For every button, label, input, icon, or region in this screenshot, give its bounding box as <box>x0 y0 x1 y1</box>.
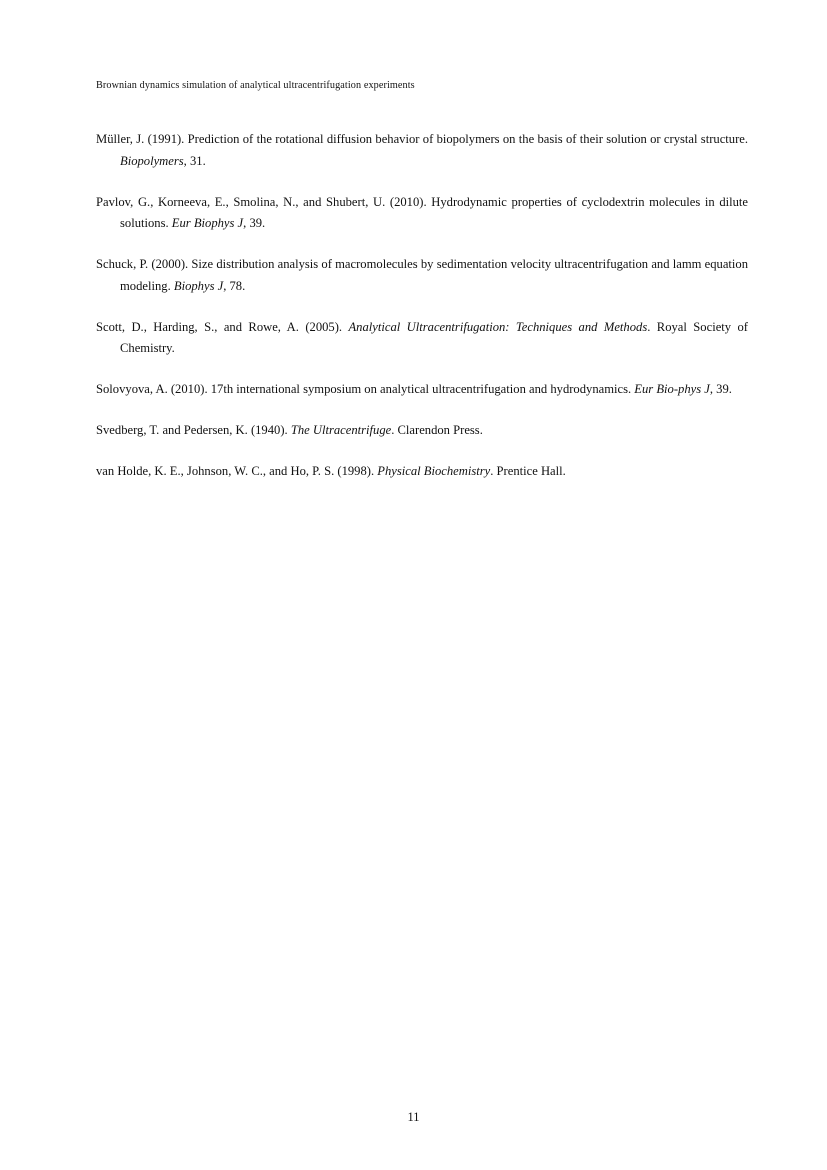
reference-entry-muller-1991 <box>96 129 748 172</box>
reference-title: Hydrodynamic properties of cyclodextrin molecules in dilute solutions. <box>120 194 749 230</box>
reference-entry-schuck-2000 <box>96 254 748 297</box>
reference-tail: . Prentice Hall. <box>490 464 566 478</box>
reference-source: Eur Biophys J <box>171 216 244 230</box>
reference-tail: , 39. <box>243 216 266 230</box>
reference-title: 17th international symposium on analytical ultracentrifugation and hydrodynamics. <box>210 382 632 396</box>
reference-entry-svedberg-1940 <box>96 420 748 442</box>
reference-authors-year: Pavlov, G., Korneeva, E., Smolina, N., and Shubert, U. (2010). <box>96 194 427 209</box>
reference-authors-year: van Holde, K. E., Johnson, W. C., and Ho, P. S. (1998). <box>96 464 375 478</box>
reference-title: The Ultracentrifuge <box>290 423 392 437</box>
reference-entry-solovyova-2010 <box>96 379 748 401</box>
reference-tail: , 39. <box>709 382 732 396</box>
reference-authors-year: Svedberg, T. and Pedersen, K. (1940). <box>96 423 288 437</box>
reference-entry-vanholde-1998 <box>96 461 748 483</box>
page-number: 11 <box>407 1110 420 1124</box>
reference-tail: . Royal Society of Chemistry. <box>120 319 748 355</box>
reference-title: Prediction of the rotational diffusion behavior of biopolymers on the basis of their solution or crystal structure. <box>187 132 749 146</box>
reference-entry-pavlov-2010 <box>96 192 748 235</box>
reference-tail: , 78. <box>223 278 246 293</box>
reference-entry-scott-2005 <box>96 317 748 360</box>
reference-tail: . Clarendon Press. <box>391 423 483 437</box>
reference-source-part-2: phys J <box>678 382 710 396</box>
reference-tail: , 31. <box>183 153 206 168</box>
reference-authors-year: Schuck, P. (2000). <box>96 257 189 271</box>
reference-source: Biopolymers <box>120 153 184 168</box>
running-header: Brownian dynamics simulation of analytical ultracentrifugation experiments <box>96 80 415 91</box>
reference-authors-year: Solovyova, A. (2010). <box>96 382 208 396</box>
reference-source: Biophys J <box>173 278 224 293</box>
reference-authors-year: Scott, D., Harding, S., and Rowe, A. (2005). <box>96 319 343 334</box>
reference-title: Size distribution analysis of macromolecules by sedimentation velocity ultracentrifugation and lamm equation modeling. <box>120 257 749 293</box>
reference-title: Analytical Ultracentrifugation: Techniques and Methods <box>348 319 648 334</box>
reference-list <box>96 129 748 483</box>
reference-authors-year: Müller, J. (1991). <box>96 132 185 146</box>
reference-source-part-1: Eur Bio- <box>634 382 679 396</box>
reference-title: Physical Biochemistry <box>377 464 491 478</box>
